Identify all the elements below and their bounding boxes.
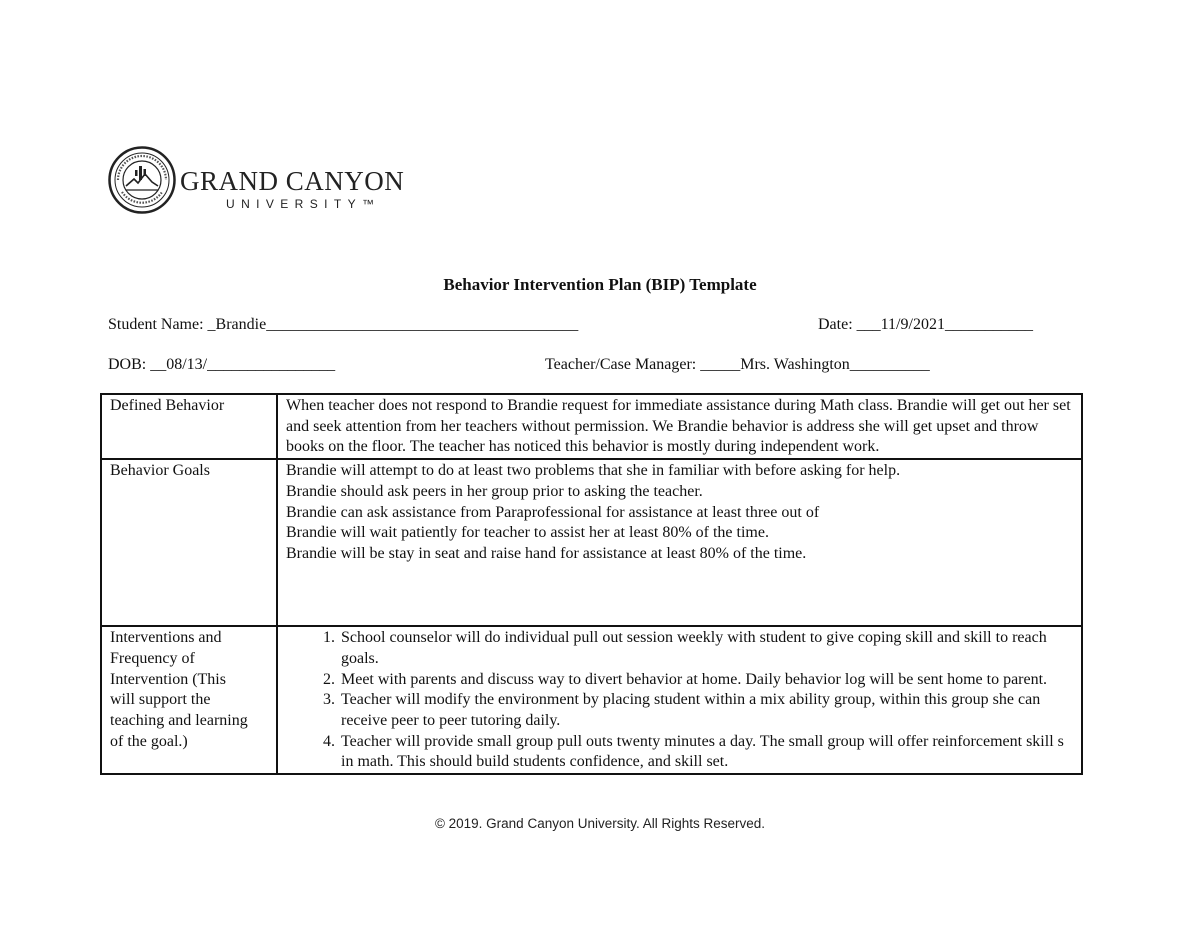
list-item: 2. Meet with parents and discuss way to divert behavior at home. Daily behavior log will be sent home to parent. xyxy=(339,670,1073,691)
bip-table xyxy=(100,393,1083,775)
logo-wordmark-sub: UNIVERSITY™ xyxy=(226,197,381,211)
interventions-label: Interventions and Frequency of Intervention (This will support the teaching and learning of the goal.) xyxy=(101,626,277,774)
university-seal-icon xyxy=(108,146,176,214)
logo-wordmark: GRAND CANYON xyxy=(180,166,405,196)
teacher-field: Teacher/Case Manager: _____Mrs. Washington__________ xyxy=(545,356,930,373)
document-title: Behavior Intervention Plan (BIP) Template xyxy=(443,275,757,294)
defined-behavior-label: Defined Behavior xyxy=(101,394,277,459)
interventions-list xyxy=(277,626,1082,774)
behavior-goals-label: Behavior Goals xyxy=(101,459,277,626)
defined-behavior-text: When teacher does not respond to Brandie request for immediate assistance during Math class. Brandie will get out her set and seek attention from her teachers without permission. We Brandie behavior is address she will get upset and throw books on the floor. The teacher has noticed this behavior is mostly during independent work. xyxy=(277,394,1082,459)
table-row xyxy=(101,459,1082,626)
list-item: Brandie can ask assistance from Paraprofessional for assistance at least three out of xyxy=(286,503,820,521)
list-item: Brandie will be stay in seat and raise hand for assistance at least 80% of the time. xyxy=(286,544,807,562)
list-item: Brandie should ask peers in her group prior to asking the teacher. xyxy=(286,482,703,500)
date-field: Date: ___11/9/2021___________ xyxy=(818,316,1033,333)
list-item: 1. School counselor will do individual pull out session weekly with student to give coping skill and skill to reach goals. xyxy=(339,628,1073,669)
university-logo xyxy=(108,146,418,216)
copyright-footer: © 2019. Grand Canyon University. All Rights Reserved. xyxy=(434,816,766,831)
list-item: Brandie will wait patiently for teacher to assist her at least 80% of the time. xyxy=(286,524,769,542)
table-row xyxy=(101,626,1082,774)
behavior-goals-list xyxy=(277,459,1082,626)
list-item: 4. Teacher will provide small group pull outs twenty minutes a day. The small group will offer reinforcement skill s in math. This should build students confidence, and skill set. xyxy=(339,732,1073,773)
table-row xyxy=(101,394,1082,459)
list-item: 3. Teacher will modify the environment by placing student within a mix ability group, within this group she can receive peer to peer tutoring daily. xyxy=(339,690,1073,731)
list-item: Brandie will attempt to do at least two problems that she in familiar with before asking for help. xyxy=(286,462,901,480)
student-name-field: Student Name: _Brandie_______________________________________ xyxy=(108,316,579,333)
dob-field: DOB: __08/13/________________ xyxy=(108,356,336,373)
